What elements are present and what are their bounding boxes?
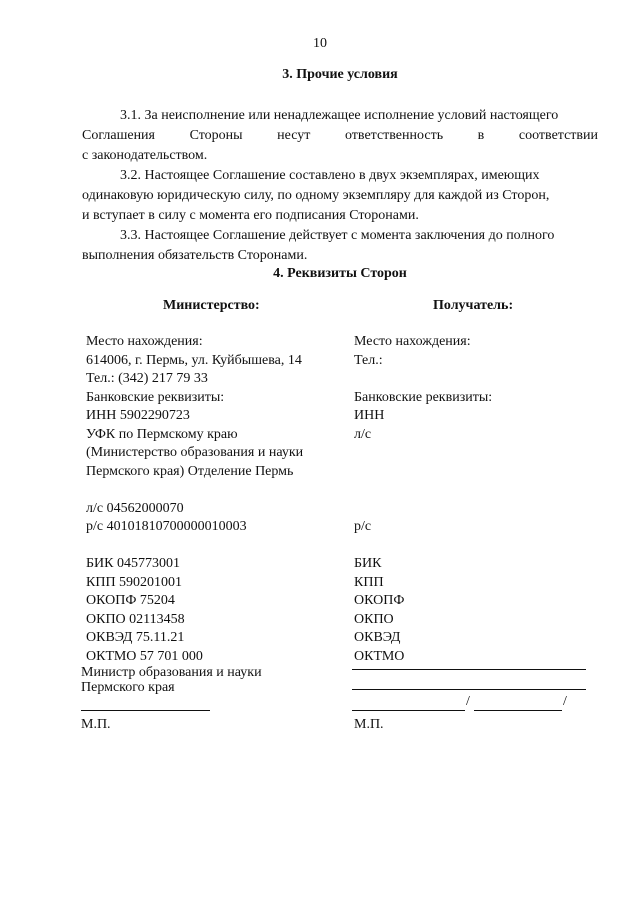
section-4-title: 4. Реквизиты Сторон	[273, 266, 407, 281]
section-3-body	[82, 106, 598, 266]
ministry-oktmo: ОКТМО 57 701 000	[86, 648, 203, 664]
ministry-bik: БИК 045773001	[86, 556, 180, 571]
ministry-phone: Тел.: (342) 217 79 33	[86, 371, 208, 386]
ministry-rs: р/с 40101810700000010003	[86, 519, 247, 534]
recipient-signature-line-2	[352, 689, 586, 690]
recipient-inn: ИНН	[354, 408, 385, 423]
ministry-kpp: КПП 590201001	[86, 574, 183, 590]
ministry-details	[86, 333, 303, 666]
ministry-signer-line-2: Пермского края	[81, 680, 175, 695]
recipient-location-label: Место нахождения:	[354, 334, 471, 349]
recipient-signature-slash-2: /	[563, 694, 567, 709]
ministry-stamp-label: М.П.	[81, 717, 111, 732]
clause-3-1-line-2: Соглашения Стороны несут ответственность в соответствии	[82, 128, 598, 143]
recipient-heading: Получатель:	[433, 298, 514, 313]
clause-3-3-line-1: 3.3. Настоящее Соглашение действует с момента заключения до полного	[120, 228, 555, 243]
recipient-signature-line-1	[352, 669, 586, 670]
ministry-location-label: Место нахождения:	[86, 334, 203, 349]
clause-3-1-line-1: 3.1. За неисполнение или ненадлежащее исполнение условий настоящего	[120, 108, 559, 123]
ministry-heading: Министерство:	[163, 298, 260, 313]
ministry-ufk-line-2: (Министерство образования и науки	[86, 445, 304, 460]
ministry-signer-line-1: Министр образования и науки	[81, 665, 262, 680]
recipient-okpo: ОКПО	[354, 611, 394, 627]
section-3-title: 3. Прочие условия	[282, 67, 398, 82]
recipient-stamp-label: М.П.	[354, 717, 384, 732]
recipient-ls: л/с	[354, 426, 372, 442]
recipient-signature-line-3a	[352, 710, 465, 711]
recipient-signature-slash-1: /	[466, 694, 470, 709]
clause-3-2-line-3: и вступает в силу с момента его подписания Сторонами.	[82, 208, 419, 223]
page-number: 10	[313, 36, 327, 51]
recipient-bank-label: Банковские реквизиты:	[354, 389, 493, 405]
ministry-signature-line	[81, 710, 210, 711]
ministry-ls: л/с 04562000070	[86, 500, 184, 516]
recipient-bik: БИК	[354, 556, 382, 571]
recipient-details	[354, 333, 492, 666]
ministry-address: 614006, г. Пермь, ул. Куйбышева, 14	[86, 352, 302, 368]
recipient-kpp: КПП	[354, 574, 384, 590]
recipient-signature-line-3b	[474, 710, 562, 711]
recipient-oktmo: ОКТМО	[354, 648, 405, 664]
recipient-phone: Тел.:	[354, 352, 383, 368]
ministry-bank-label: Банковские реквизиты:	[86, 389, 225, 405]
ministry-okved: ОКВЭД 75.11.21	[86, 630, 185, 645]
ministry-ufk-line-1: УФК по Пермскому краю	[86, 426, 238, 442]
clause-3-2-line-2: одинаковую юридическую силу, по одному экземпляру для каждой из Сторон,	[82, 188, 550, 203]
clause-3-3-line-2: выполнения обязательств Сторонами.	[82, 248, 308, 263]
ministry-signer	[81, 665, 262, 695]
recipient-okopf: ОКОПФ	[354, 593, 405, 608]
ministry-ufk-line-3: Пермского края) Отделение Пермь	[86, 463, 294, 479]
clause-3-1-line-3: с законодательством.	[82, 148, 208, 163]
ministry-okpo: ОКПО 02113458	[86, 611, 185, 627]
ministry-inn: ИНН 5902290723	[86, 408, 190, 423]
recipient-rs: р/с	[354, 519, 372, 534]
ministry-okopf: ОКОПФ 75204	[86, 593, 175, 608]
recipient-okved: ОКВЭД	[354, 630, 401, 645]
clause-3-2-line-1: 3.2. Настоящее Соглашение составлено в двух экземплярах, имеющих	[120, 168, 540, 183]
